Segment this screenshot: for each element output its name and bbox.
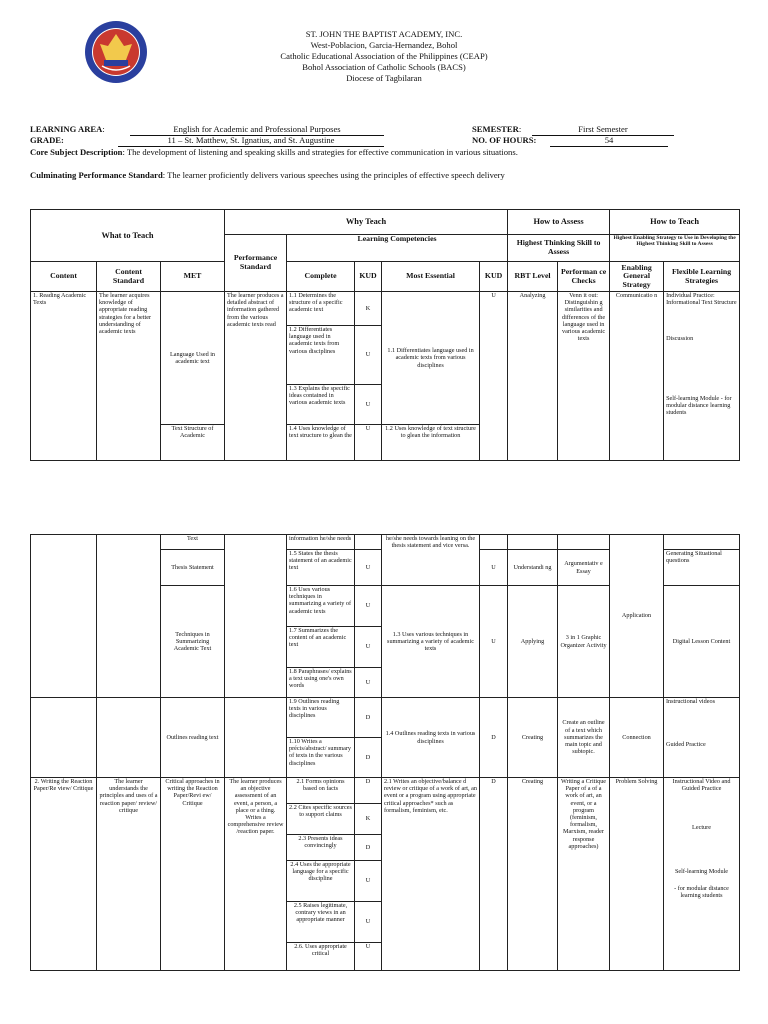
flexible-strategies-cell	[664, 292, 740, 461]
enabling-strategy-cell: Application	[610, 535, 664, 698]
content-standard-cell: The learner acquires knowledge of appropriate reading strategies for a better understanding of academic texts	[97, 292, 161, 461]
competency-cell: 2.1 Forms opinions based on facts	[287, 778, 355, 804]
flexible-strategies-cell	[664, 778, 740, 971]
rbt-cell: Creating	[508, 698, 558, 778]
content-cell: 1. Reading Academic Texts	[31, 292, 97, 461]
most-essential-cell: 1.3 Uses various techniques in summarizing a variety of academic texts	[382, 586, 480, 698]
competency-cell: 1.3 Explains the specific ideas contained in various academic texts	[287, 385, 355, 425]
kud-cell: D	[355, 698, 382, 738]
kud-cell: D	[480, 698, 508, 778]
kud-cell: U	[355, 627, 382, 668]
core-subject-description: Core Subject Description: The development of listening and speaking skills and strategies for effective communication in various situations.	[30, 147, 518, 157]
how-to-teach-header: How to Teach	[610, 210, 740, 235]
semester-value: First Semester	[532, 124, 674, 136]
met-cell: Text Structure of Academic	[161, 425, 225, 461]
performance-check-cell: 3 in 1 Graphic Organizer Activity	[558, 586, 610, 698]
how-to-assess-header: How to Assess	[508, 210, 610, 235]
flex-item: Discussion	[666, 335, 694, 343]
kud-cell: U	[355, 550, 382, 586]
competency-cell: 1.7 Summarizes the content of an academic text	[287, 627, 355, 668]
competency-cell: 2.3 Presents ideas convincingly	[287, 835, 355, 861]
why-teach-header: Why Teach	[225, 210, 508, 235]
highest-thinking-skill-header: Highest Thinking Skill to Assess	[508, 235, 610, 262]
performance-standard-cell: The learner produces a detailed abstract of information gathered from the various academic texts read	[225, 292, 287, 461]
association-ceap: Catholic Educational Association of the Philippines (CEAP)	[280, 51, 488, 61]
competency-cell: 1.2 Differentiates language used in academic texts from various disciplines	[287, 326, 355, 385]
content-header: Content	[31, 262, 97, 292]
content-standard-header: Content Standard	[97, 262, 161, 292]
met-cell: Language Used in academic text	[161, 292, 225, 425]
competency-cell: 1.10 Writes a précis/abstract/ summary of texts in the various disciplines	[287, 738, 355, 778]
content-cell: 2. Writing the Reaction Paper/Re view/ Critique	[31, 778, 97, 971]
school-address: West-Poblacion, Garcia-Hernandez, Bohol	[310, 40, 458, 50]
kud-cell: U	[355, 861, 382, 902]
met-header: MET	[161, 262, 225, 292]
learning-area-label: LEARNING AREA:	[30, 124, 105, 134]
curriculum-table-1	[30, 209, 740, 461]
flex-item: - for modular distance learning students	[674, 884, 729, 900]
kud-cell: U	[480, 586, 508, 698]
enabling-strategy-header: Enabling General Strategy	[610, 262, 664, 292]
kud-cell: D	[355, 835, 382, 861]
kud-cell: U	[480, 550, 508, 586]
kud-cell: U	[480, 292, 508, 461]
enabling-strategy-cell: Problem Solving	[610, 778, 664, 971]
kud-cell: U	[355, 385, 382, 425]
competency-cell: 1.1 Determines the structure of a specific academic text	[287, 292, 355, 326]
kud-cell: K	[355, 804, 382, 835]
association-bacs: Bohol Association of Catholic Schools (BACS)	[302, 62, 466, 72]
kud-cell: U	[355, 586, 382, 627]
performance-check-cell: Argumentativ e Essay	[558, 550, 610, 586]
learning-area-value: English for Academic and Professional Purposes	[130, 124, 384, 136]
kud-cell: U	[355, 425, 382, 461]
highest-enabling-strategy-header: Highest Enabling Strategy to Use in Developing the Highest Thinking Skill to Assess	[610, 235, 740, 262]
competency-cell: 1.9 Outlines reading texts in various disciplines	[287, 698, 355, 738]
school-name: ST. JOHN THE BAPTIST ACADEMY, INC.	[305, 29, 463, 39]
flexible-strategies-cell: Digital Lesson Content	[664, 586, 740, 698]
competency-cell: information he/she needs	[287, 535, 355, 550]
semester-label: SEMESTER:	[472, 124, 522, 134]
flex-item: Self-learning Module - for modular distance learning students	[666, 394, 732, 417]
kud-cell: D	[480, 778, 508, 971]
kud-cell: U	[355, 326, 382, 385]
flex-item: Guided Practice	[666, 741, 706, 749]
kud-cell: D	[355, 738, 382, 778]
performance-check-cell: Writing a Critique Paper of a of a work of art, an event, or a program (feminism, formalism, Marxism, reader response approaches)	[558, 778, 610, 971]
enabling-strategy-cell: Communicatio n	[610, 292, 664, 461]
kud-cell: U	[355, 943, 382, 971]
kud-cell: U	[355, 668, 382, 698]
competency-cell: 2.2 Cites specific sources to support claims	[287, 804, 355, 835]
rbt-level-header: RBT Level	[508, 262, 558, 292]
most-essential-cell: 1.1 Differentiates language used in academic texts from various disciplines	[382, 292, 480, 425]
competency-cell: 1.8 Paraphrases/ explains a text using one's own words	[287, 668, 355, 698]
grade-label: GRADE:	[30, 135, 64, 145]
performance-checks-header: Performan ce Checks	[558, 262, 610, 292]
performance-check-cell: Create an outline of a text which summarizes the main topic and subtopic.	[558, 698, 610, 778]
rbt-cell: Analyzing	[508, 292, 558, 461]
flex-item: Self-learning Module	[674, 867, 729, 875]
enabling-strategy-cell: Connection	[610, 698, 664, 778]
hours-value: 54	[550, 135, 668, 147]
culminating-performance-standard: Culminating Performance Standard: The learner proficiently delivers various speeches using the principles of effective speech delivery	[30, 170, 505, 180]
competency-cell: 2.4 Uses the appropriate language for a specific discipline	[287, 861, 355, 902]
met-cell: Critical approaches in writing the Reaction Paper/Revi ew/ Critique	[161, 778, 225, 971]
most-essential-cell: he/she needs towards leaning on the thesis statement and vice versa.	[382, 535, 480, 586]
content-standard-cell: The learner understands the principles and uses of a reaction paper/ review/ critique	[97, 778, 161, 971]
flexible-strategies-header: Flexible Learning Strategies	[664, 262, 740, 292]
competency-cell: 1.6 Uses various techniques in summarizing a variety of academic texts	[287, 586, 355, 627]
competency-cell: 1.4 Uses knowledge of text structure to glean the	[287, 425, 355, 461]
competency-cell: 2.5 Raises legitimate, contrary views in an appropriate manner	[287, 902, 355, 943]
grade-value: 11 – St. Matthew, St. Ignatius, and St. Augustine	[118, 135, 384, 147]
complete-header: Complete	[287, 262, 355, 292]
rbt-cell: Creating	[508, 778, 558, 971]
met-cell: Techniques in Summarizing Academic Text	[161, 586, 225, 698]
kud-cell: D	[355, 778, 382, 804]
flex-item: Lecture	[692, 824, 711, 832]
most-essential-cell: 1.2 Uses knowledge of text structure to glean the information	[382, 425, 480, 461]
most-essential-cell: 2.1 Writes an objective/balance d review or critique of a work of art, an event or a program using appropriate critical approaches* such as formalism, feminism, etc.	[382, 778, 480, 971]
flex-item: Individual Practice: Informational Text Structure	[666, 292, 737, 307]
competency-cell: 1.5 States the thesis statement of an academic text	[287, 550, 355, 586]
rbt-cell: Understandi ng	[508, 550, 558, 586]
flex-item: Instructional videos	[666, 698, 715, 705]
kud-header-2: KUD	[480, 262, 508, 292]
what-to-teach-header: What to Teach	[31, 210, 225, 262]
performance-standard-header: Performance Standard	[225, 235, 287, 292]
most-essential-header: Most Essential	[382, 262, 480, 292]
met-cell: Text	[161, 535, 225, 550]
performance-standard-cell: The learner produces an objective assessment of an event, a person, a place or a thing. Writes a comprehensive review /reaction paper.	[225, 778, 287, 971]
performance-check-cell: Venn it out: Distinguishin g similarities and differences of the language used in various academic texts	[558, 292, 610, 461]
kud-cell: U	[355, 902, 382, 943]
flexible-strategies-cell: Generating Situational questions	[664, 550, 740, 586]
curriculum-table-2	[30, 534, 740, 971]
flexible-strategies-cell	[664, 698, 740, 778]
most-essential-cell: 1.4 Outlines reading texts in various disciplines	[382, 698, 480, 778]
rbt-cell: Applying	[508, 586, 558, 698]
kud-cell: K	[355, 292, 382, 326]
met-cell: Thesis Statement	[161, 550, 225, 586]
kud-header: KUD	[355, 262, 382, 292]
learning-competencies-header: Learning Competencies	[287, 235, 508, 262]
flex-item: Instructional Video and Guided Practice	[672, 778, 731, 793]
met-cell: Outlines reading text	[161, 698, 225, 778]
competency-cell: 2.6. Uses appropriate critical	[287, 943, 355, 971]
hours-label: NO. OF HOURS:	[472, 135, 537, 145]
diocese: Diocese of Tagbilaran	[346, 73, 422, 83]
